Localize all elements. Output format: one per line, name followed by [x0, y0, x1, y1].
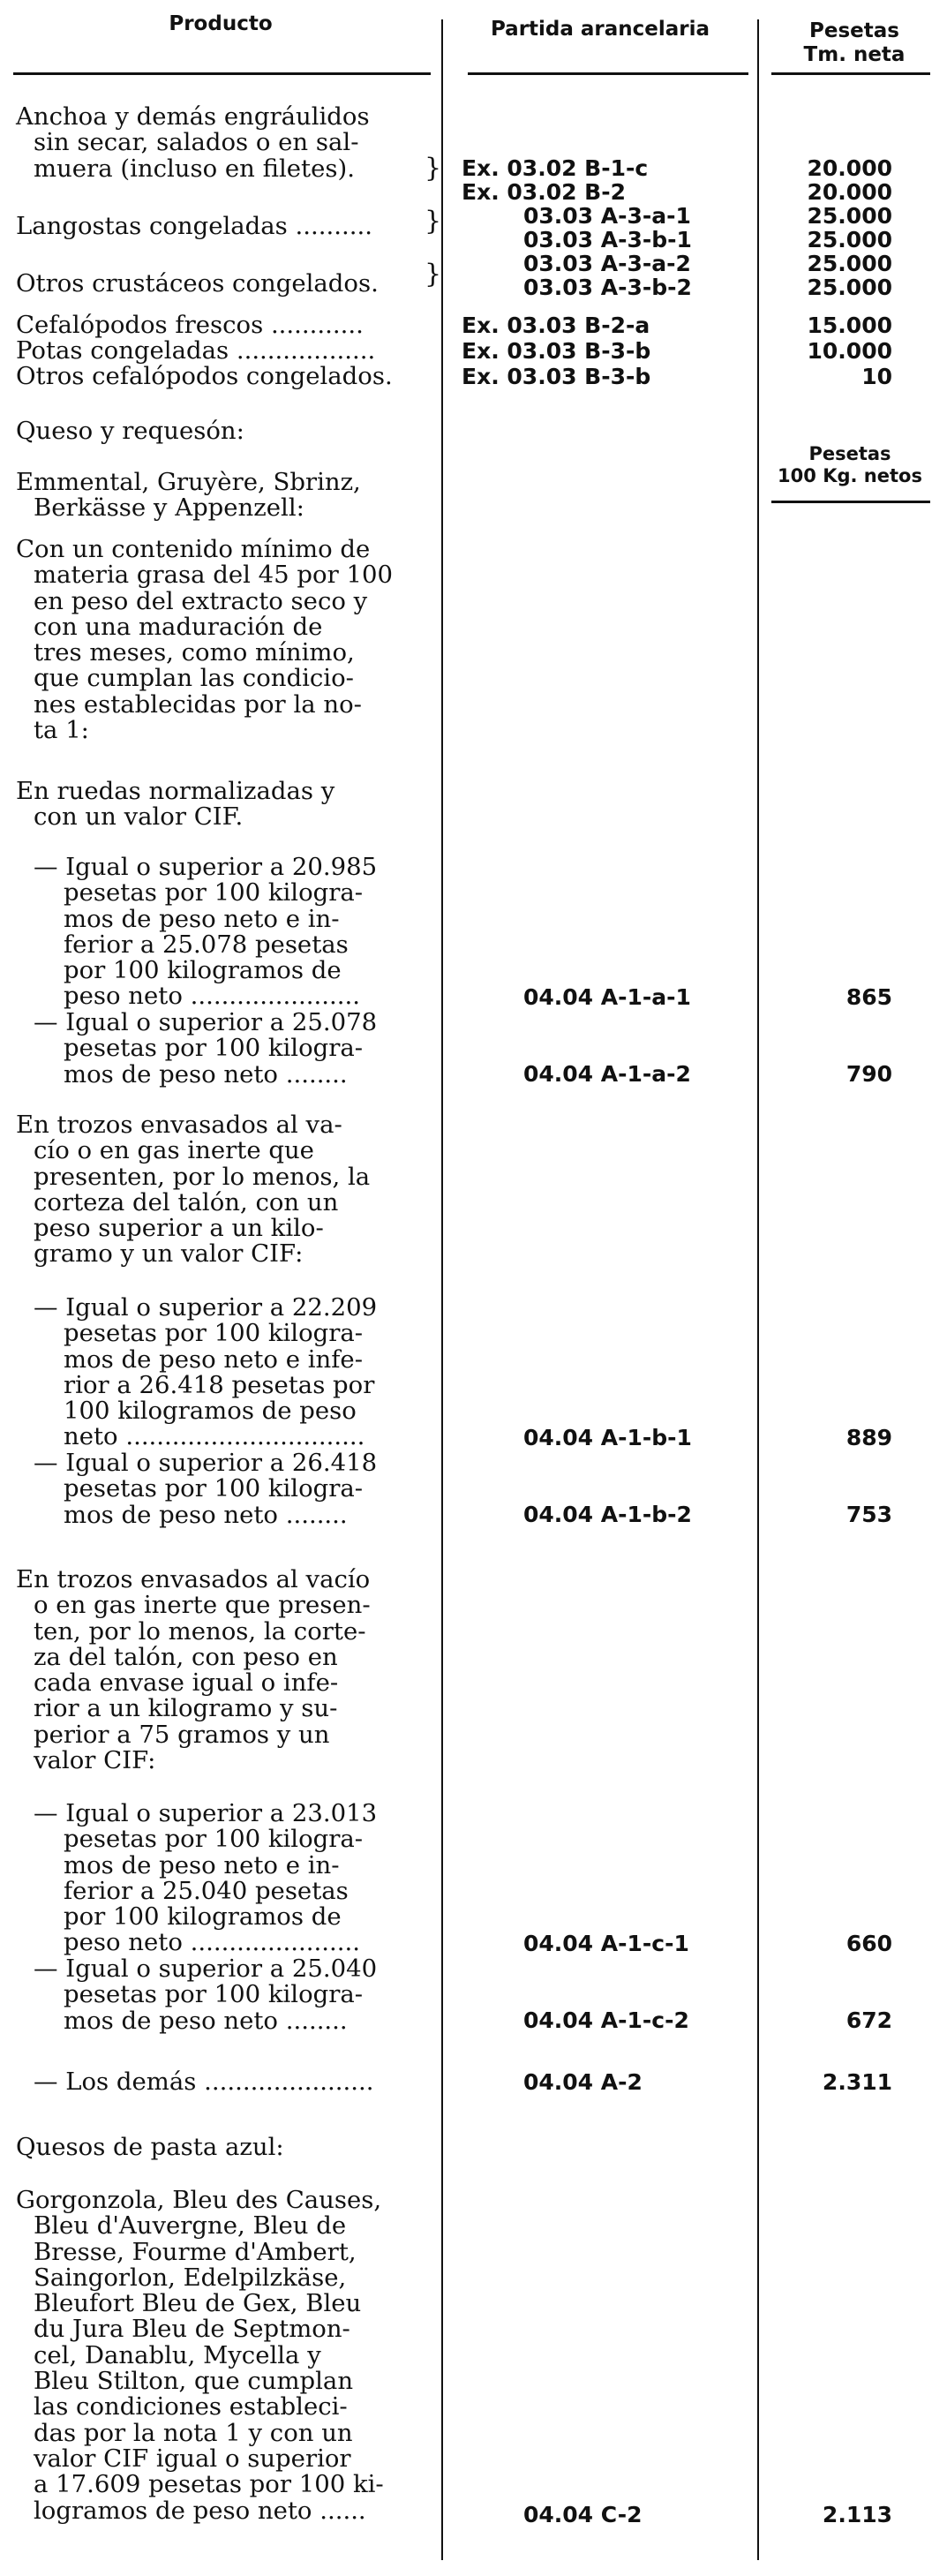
product-line: Otros cefalópodos congelados. [16, 362, 393, 390]
tariff-code: 04.04 A-1-c-1 [523, 1931, 689, 1956]
product-line: presenten, por lo menos, la [34, 1162, 371, 1191]
product-line: peso neto ...................... [64, 982, 360, 1011]
product-line: perior a 75 gramos y un [34, 1720, 330, 1749]
product-trozos-1-a [34, 1295, 431, 1450]
product-line: peso superior a un kilo- [34, 1214, 324, 1243]
product-line: logramos de peso neto ...... [34, 2496, 366, 2525]
product-line: Bleufort Bleu de Gex, Bleu [34, 2289, 362, 2318]
product-line: za del talón, con peso en [34, 1642, 338, 1671]
rate-value: 20.000 [807, 155, 892, 181]
product-line: pesetas por 100 kilogra- [64, 1319, 364, 1348]
product-line: a 17.609 pesetas por 100 ki- [34, 2470, 384, 2499]
product-line: Otros crustáceos congelados. [16, 269, 379, 298]
product-line: Gorgonzola, Bleu des Causes, [16, 2186, 382, 2214]
tariff-code: 03.03 A-3-b-1 [523, 227, 692, 252]
product-line: rior a un kilogramo y su- [34, 1694, 338, 1723]
product-line: cel, Danablu, Mycella y [34, 2340, 321, 2369]
product-line: — Igual o superior a 23.013 [34, 1799, 378, 1827]
product-line: por 100 kilogramos de [64, 1902, 342, 1932]
rate-value: 25.000 [807, 251, 892, 276]
product-line: — Igual o superior a 20.985 [34, 853, 378, 881]
product-langostas [16, 214, 431, 239]
rate-value: 865 [846, 984, 892, 1010]
product-line: ta 1: [34, 716, 89, 745]
product-azul-heading [16, 2135, 431, 2160]
unit-header-line2: 100 Kg. netos [778, 465, 922, 486]
rate-value: 10.000 [807, 338, 892, 364]
rate-value: 25.000 [807, 227, 892, 252]
product-line: — Los demás ...................... [34, 2068, 374, 2096]
product-line: Bleu Stilton, que cumplan [34, 2367, 354, 2396]
product-line: En trozos envasados al va- [16, 1111, 342, 1139]
product-line: ten, por lo menos, la corte- [34, 1616, 366, 1646]
rate-value: 672 [846, 2007, 892, 2033]
tariff-code: Ex. 03.03 B-3-b [462, 338, 651, 364]
product-line: valor CIF igual o superior [34, 2444, 351, 2473]
rate-value: 790 [846, 1061, 892, 1087]
product-line: En ruedas normalizadas y [16, 777, 335, 805]
product-line: Potas congeladas .................. [16, 336, 376, 365]
product-potas [16, 338, 431, 364]
tariff-code: 04.04 A-1-a-2 [523, 1061, 691, 1087]
product-line: muera (incluso en filetes). [34, 154, 355, 183]
product-anchoa [16, 104, 431, 182]
product-line: das por la nota 1 y con un [34, 2418, 353, 2447]
product-trozos-2-a [34, 1801, 431, 1956]
tariff-code: 03.03 A-3-b-2 [523, 275, 692, 300]
product-line: gramo y un valor CIF: [34, 1239, 304, 1269]
product-ruedas-b [34, 1010, 431, 1088]
product-line: pesetas por 100 kilogra- [64, 1825, 364, 1854]
product-line: en peso del extracto seco y [34, 586, 368, 615]
tariff-code: Ex. 03.03 B-3-b [462, 364, 651, 389]
unit-header [766, 443, 934, 487]
product-line: mos de peso neto e in- [64, 904, 340, 933]
product-trozos-2-b [34, 1956, 431, 2034]
tariff-code: 03.03 A-3-a-2 [523, 251, 691, 276]
product-line: con un valor CIF. [34, 802, 244, 832]
product-line: peso neto ...................... [64, 1928, 360, 1957]
product-queso-heading [16, 418, 431, 444]
column-divider-1 [441, 19, 443, 2560]
product-trozos-2 [16, 1567, 431, 1774]
rate-value: 2.113 [822, 2502, 892, 2527]
product-line: nes establecidas por la no- [34, 689, 362, 719]
product-line: valor CIF: [34, 1746, 156, 1775]
product-line: mos de peso neto ........ [64, 1500, 348, 1529]
header-rule-rate [771, 72, 930, 75]
product-line: — Igual o superior a 25.078 [34, 1008, 378, 1036]
rate-value: 20.000 [807, 179, 892, 205]
product-trozos-1 [16, 1112, 431, 1268]
product-line: Bresse, Fourme d'Ambert, [34, 2237, 357, 2266]
header-rate-line1: Pesetas [809, 19, 899, 42]
tariff-code: Ex. 03.02 B-1-c [462, 155, 649, 181]
header-code: Partida arancelaria [490, 18, 710, 41]
header-rate [775, 19, 934, 67]
product-line: sin secar, salados o en sal- [34, 128, 359, 157]
product-line: materia grasa del 45 por 100 [34, 561, 393, 590]
product-line: mos de peso neto e in- [64, 1850, 340, 1879]
product-line: Emmental, Gruyère, Sbrinz, [16, 468, 361, 496]
rate-value: 660 [846, 1931, 892, 1956]
tariff-code: Ex. 03.02 B-2 [462, 179, 627, 205]
product-line: Con un contenido mínimo de [16, 535, 371, 563]
product-line: — Igual o superior a 22.209 [34, 1293, 378, 1322]
tariff-code: Ex. 03.03 B-2-a [462, 313, 650, 338]
product-line: con una maduración de [34, 612, 323, 641]
product-line: cío o en gas inerte que [34, 1136, 314, 1165]
product-line: rior a 26.418 pesetas por [64, 1370, 375, 1399]
rate-value: 25.000 [807, 275, 892, 300]
rate-value: 25.000 [807, 203, 892, 229]
product-cefalopodos [16, 313, 431, 338]
product-ruedas [16, 779, 431, 831]
brace-icon: } [425, 259, 442, 290]
header-rule-product [13, 72, 431, 75]
rate-value: 753 [846, 1502, 892, 1527]
product-line: En trozos envasados al vacío [16, 1565, 371, 1593]
product-line: Langostas congeladas .......... [16, 212, 372, 240]
product-line: — Igual o superior a 25.040 [34, 1955, 378, 1983]
product-line: pesetas por 100 kilogra- [64, 1980, 364, 2009]
tariff-code: 04.04 A-1-c-2 [523, 2007, 689, 2033]
header-rate-line2: Tm. neta [803, 43, 906, 66]
product-line: o en gas inerte que presen- [34, 1591, 371, 1620]
product-line: Queso y requesón: [16, 417, 244, 445]
product-line: por 100 kilogramos de [64, 956, 342, 985]
product-line: pesetas por 100 kilogra- [64, 1034, 364, 1063]
product-line: Quesos de pasta azul: [16, 2133, 284, 2161]
product-line: ferior a 25.040 pesetas [64, 1876, 349, 1905]
header-product: Producto [169, 12, 273, 35]
product-emmental [16, 470, 431, 522]
product-ruedas-a [34, 855, 431, 1010]
product-line: Bleu d'Auvergne, Bleu de [34, 2211, 347, 2241]
rate-value: 2.311 [822, 2069, 892, 2095]
product-line: tres meses, como mínimo, [34, 638, 355, 667]
product-otros-crustaceos [16, 271, 431, 297]
product-otros-cefalopodos [16, 364, 431, 389]
tariff-code: 03.03 A-3-a-1 [523, 203, 691, 229]
product-line: las condiciones estableci- [34, 2392, 348, 2422]
product-line: corteza del talón, con un [34, 1187, 339, 1216]
brace-icon: } [425, 153, 442, 184]
product-con-contenido [16, 537, 431, 743]
tariff-code: 04.04 C-2 [523, 2502, 643, 2527]
product-line: Saingorlon, Edelpilzkäse, [34, 2263, 347, 2292]
tariff-code: 04.04 A-1-b-2 [523, 1502, 692, 1527]
rate-value: 15.000 [807, 313, 892, 338]
product-line: que cumplan las condicio- [34, 664, 354, 693]
product-los-demas [34, 2069, 431, 2095]
unit-rule [771, 501, 930, 503]
product-line: cada envase igual o infe- [34, 1668, 339, 1698]
tariff-code: 04.04 A-1-b-1 [523, 1425, 692, 1450]
product-line: Berkässe y Appenzell: [34, 493, 304, 523]
rate-value: 10 [861, 364, 892, 389]
product-line: mos de peso neto ........ [64, 1059, 348, 1088]
brace-icon: } [425, 206, 442, 237]
header-rule-code [468, 72, 748, 75]
rate-value: 889 [846, 1425, 892, 1450]
product-line: du Jura Bleu de Septmon- [34, 2315, 350, 2344]
product-line: pesetas por 100 kilogra- [64, 1474, 364, 1503]
product-trozos-1-b [34, 1450, 431, 1528]
product-line: mos de peso neto e infe- [64, 1344, 363, 1374]
product-line: ferior a 25.078 pesetas [64, 930, 349, 959]
product-line: pesetas por 100 kilogra- [64, 878, 364, 908]
product-line: neto ............................... [64, 1422, 365, 1451]
product-line: Cefalópodos frescos ............ [16, 311, 364, 339]
product-line: — Igual o superior a 26.418 [34, 1449, 378, 1477]
product-gorgonzola [16, 2188, 431, 2524]
unit-header-line1: Pesetas [808, 443, 891, 464]
product-line: 100 kilogramos de peso [64, 1397, 357, 1426]
product-line: mos de peso neto ........ [64, 2006, 348, 2035]
column-divider-2 [757, 19, 759, 2560]
product-line: Anchoa y demás engráulidos [16, 102, 370, 131]
tariff-code: 04.04 A-1-a-1 [523, 984, 691, 1010]
tariff-code: 04.04 A-2 [523, 2069, 643, 2095]
